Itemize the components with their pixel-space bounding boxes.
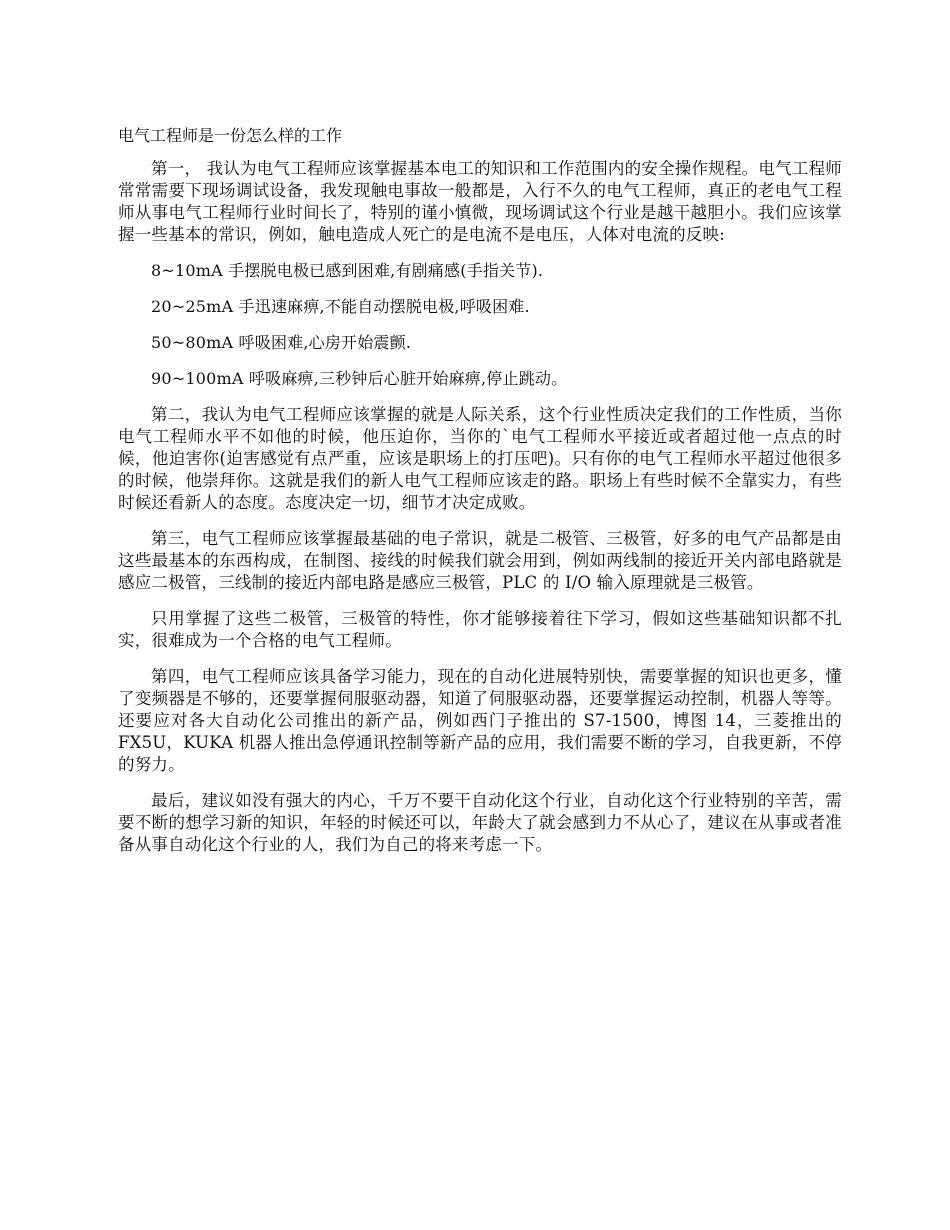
current-reaction-line: 50~80mA 呼吸困难,心房开始震颤. <box>151 333 412 352</box>
current-reaction-line: 20~25mA 手迅速麻痹,不能自动摆脱电极,呼吸困难. <box>151 297 530 316</box>
paragraph-third-followup: 只用掌握了这些二极管，三极管的特性，你才能够接着往下学习，假如这些基础知识都不扎实，很难成为一个合格的电气工程师。 <box>118 609 842 650</box>
paragraph-second-point: 第二，我认为电气工程师应该掌握的就是人际关系，这个行业性质决定我们的工作性质，当你电气工程师水平不如他的时候，他压迫你，当你的`电气工程师水平接近或者超过他一点点的时候，他迫害你(迫害感觉有点严重，应该是职场上的打压吧)。只有你的电气工程师水平超过他很多的时候，他崇拜你。这就是我们的新人电气工程师应该走的路。职场上有些时候不全靠实力，有些时候还看新人的态度。态度决定一切，细节才决定成败。 <box>118 405 842 512</box>
paragraph-fourth-point: 第四，电气工程师应该具备学习能力，现在的自动化进展特别快，需要掌握的知识也更多，懂了变频器是不够的，还要掌握伺服驱动器，知道了伺服驱动器，还要掌握运动控制，机器人等等。还要应对各大自动化公司推出的新产品，例如西门子推出的 S7-1500，博图 14，三菱推出的 FX5U，KUKA 机器人推出急停通讯控制等新产品的应用，我们需要不断的学习，自我更新，不停的努力。 <box>118 667 842 774</box>
paragraph-conclusion: 最后，建议如没有强大的内心，千万不要干自动化这个行业，自动化这个行业特别的辛苦，需要不断的想学习新的知识，年轻的时候还可以，年龄大了就会感到力不从心了，建议在从事或者准备从事自动化这个行业的人，我们为自己的将来考虑一下。 <box>118 791 842 854</box>
document-page <box>118 124 842 870</box>
document-title: 电气工程师是一份怎么样的工作 <box>118 126 343 145</box>
current-reaction-line: 8~10mA 手摆脱电极已感到困难,有剧痛感(手指关节). <box>151 261 544 280</box>
paragraph-first-point: 第一， 我认为电气工程师应该掌握基本电工的知识和工作范围内的安全操作规程。电气工程师常常需要下现场调试设备，我发现触电事故一般都是，入行不久的电气工程师，真正的老电气工程师从事电气工程师行业时间长了，特别的谨小慎微，现场调试这个行业是越干越胆小。我们应该掌握一些基本的常识，例如，触电造成人死亡的是电流不是电压，人体对电流的反映: <box>118 159 842 244</box>
current-reaction-line: 90~100mA 呼吸麻痹,三秒钟后心脏开始麻痹,停止跳动。 <box>151 369 568 388</box>
paragraph-third-point: 第三，电气工程师应该掌握最基础的电子常识，就是二极管、三极管，好多的电气产品都是由这些最基本的东西构成，在制图、接线的时候我们就会用到，例如两线制的接近开关内部电路就是感应二极管，三线制的接近内部电路是感应三极管，PLC 的 I/O 输入原理就是三极管。 <box>118 529 842 592</box>
